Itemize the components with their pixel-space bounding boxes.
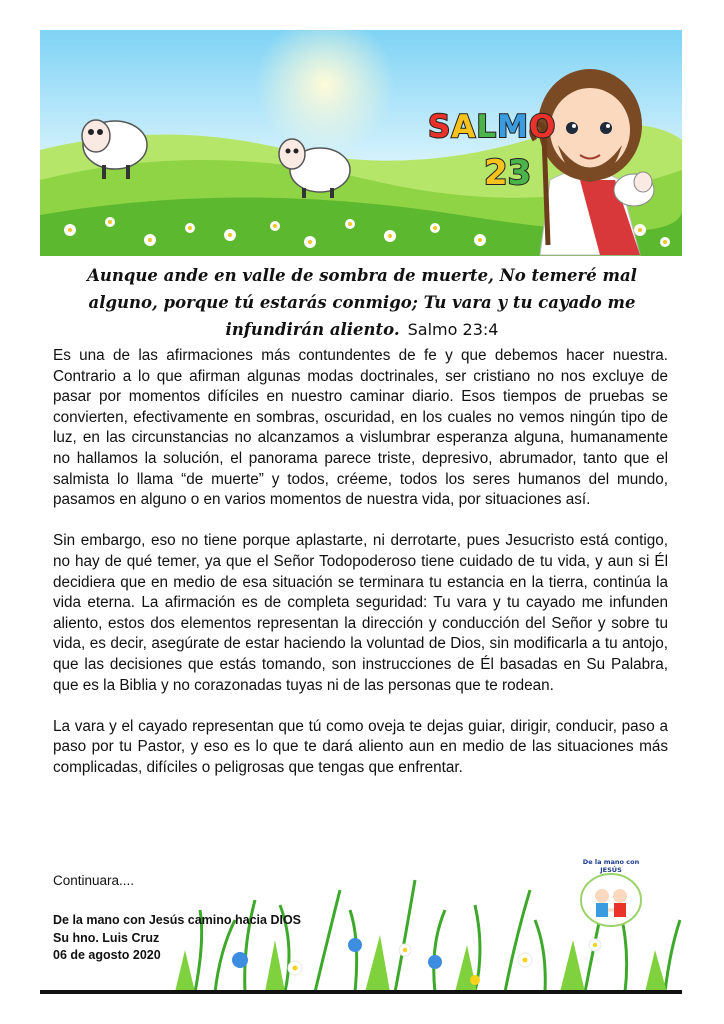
footer-divider: [40, 990, 682, 994]
title-letter: M: [497, 109, 529, 145]
verse-quote: [56, 262, 668, 343]
continued-note: Continuara....: [53, 873, 135, 888]
title-letter: S: [428, 109, 452, 145]
signature-date: 06 de agosto 2020: [53, 948, 161, 962]
logo-text: De la mano con JESÚS: [582, 858, 640, 874]
signature-block: [53, 912, 301, 965]
article-body: [53, 346, 668, 778]
title-letter: L: [476, 109, 498, 145]
banner-illustration: [40, 30, 682, 256]
paragraph-3: La vara y el cayado representan que tú como oveja te dejas guiar, dirigir, conducir, paso a paso por tu Pastor, y eso es lo que te dará aliento aun en medio de las situaciones más complicadas, difíciles o peligrosas que tengas que enfrentar.: [53, 717, 668, 776]
header-banner: [40, 30, 682, 256]
signature-tagline: De la mano con Jesús camino hacia DIOS: [53, 913, 302, 927]
paragraph-2: Sin embargo, eso no tiene porque aplastarte, ni derrotarte, pues Jesucristo está contigo, no hay de qué temer, ya que el Señor Todopoderoso tiene cuidado de tu vida, y aun si Él decidiera que en medio de esa situación se terminara tu estancia en la tierra, continúa la vida eterna. La afirmación es de completa seguridad: Tu vara y tu cayado me infunden aliento, estos dos elementos representan la dirección y conducción del Señor y sobre tu vida, es decir, asegúrate de estar haciendo la voluntad de Dios, sin modificarla a tu antojo, que las decisiones que estás tomando, son instrucciones de Él basadas en Su Palabra, que es la Biblia y no corazonadas tuyas ni de las personas que te rodean.: [53, 532, 668, 694]
title-letter: O: [528, 109, 557, 145]
verse-reference: Salmo 23:4: [407, 320, 499, 339]
number-digit: 2: [484, 153, 508, 193]
psalm-title: [428, 109, 557, 145]
signature-author: Su hno. Luis Cruz: [53, 930, 160, 945]
psalm-number: [484, 153, 532, 193]
ministry-logo: [575, 856, 647, 934]
title-letter: A: [451, 109, 477, 145]
number-digit: 3: [507, 153, 532, 193]
verse-text: Aunque ande en valle de sombra de muerte, No temeré mal alguno, porque tú estarás conmigo; Tu vara y tu cayado me infundirán aliento.: [87, 266, 637, 339]
paragraph-1: Es una de las afirmaciones más contundentes de fe y que debemos hacer nuestra. Contrario a lo que afirman algunas modas doctrinales, ser cristiano no nos excluye de pasar por momentos difíciles en nuestro caminar diario. Esos tiempos de pruebas se convierten, efectivamente en sombras, oscuridad, en los cuales no vemos ningún tipo de luz, en las circunstancias no alcanzamos a vislumbrar esperanza alguna, humanamente no hallamos la solución, el panorama parece triste, depresivo, abrumador, tanto que el salmista lo llama “de muerte” y todos, créeme, todos los seres humanos del mundo, pasamos en alguno o en varios momentos de nuestra vida, por situaciones así.: [53, 347, 668, 509]
